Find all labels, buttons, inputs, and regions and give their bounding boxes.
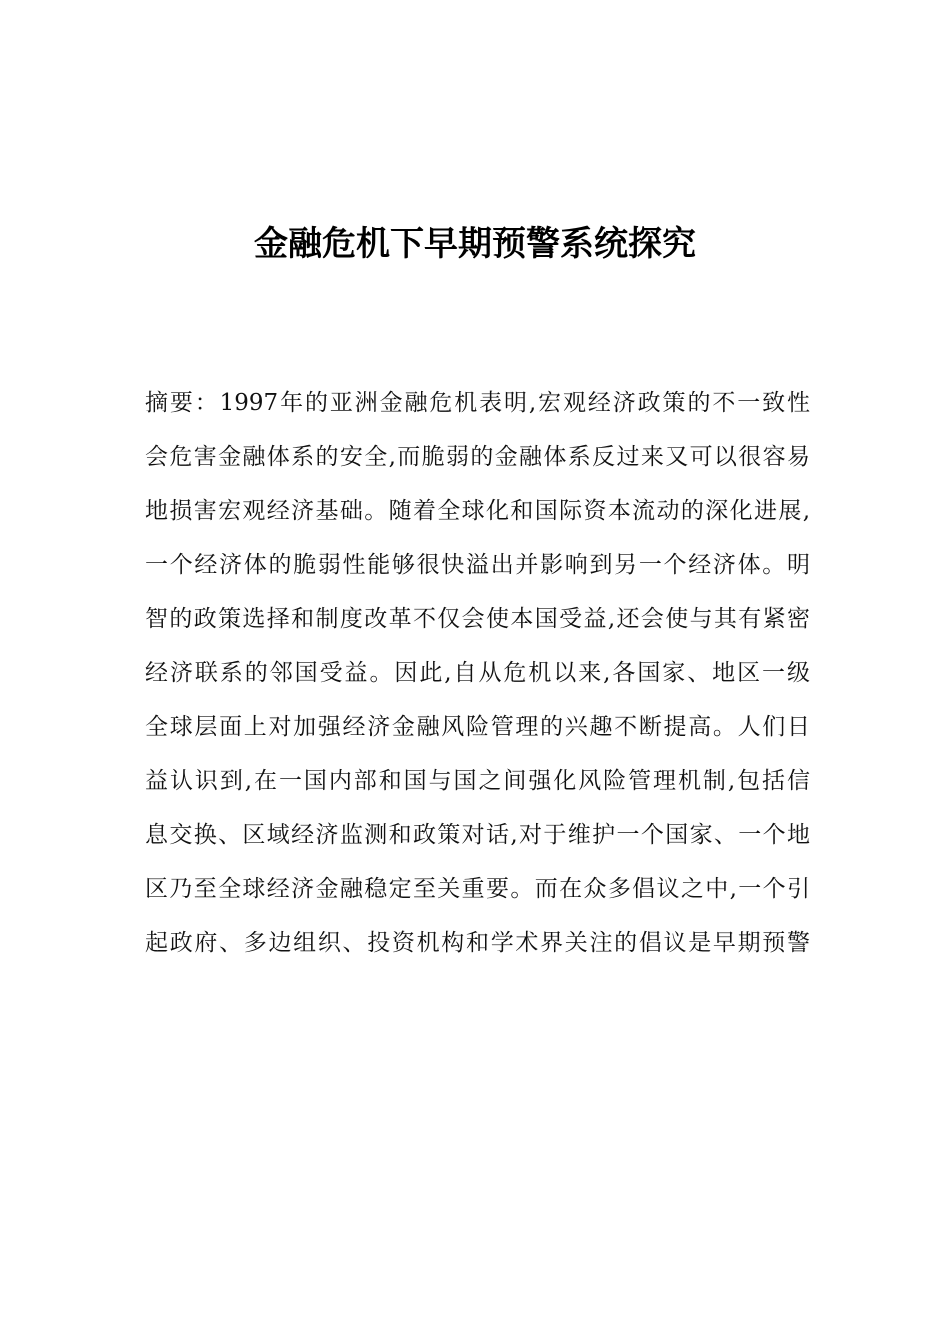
document-title: 金融危机下早期预警系统探究	[254, 224, 696, 264]
text-line: 地损害宏观经济基础。随着全球化和国际资本流动的深化进展,	[145, 498, 810, 524]
text-line: 经济联系的邻国受益。因此,自从危机以来,各国家、地区一级	[145, 660, 810, 686]
text-line: 一个经济体的脆弱性能够很快溢出并影响到另一个经济体。明	[145, 552, 810, 578]
text-line: 益认识到,在一国内部和国与国之间强化风险管理机制,包括信	[145, 768, 810, 794]
text-line: 智的政策选择和制度改革不仅会使本国受益,还会使与其有紧密	[145, 606, 810, 632]
abstract-paragraph	[145, 380, 810, 974]
text-line: 摘要：1997年的亚洲金融危机表明,宏观经济政策的不一致性	[145, 390, 810, 416]
text-line: 息交换、区域经济监测和政策对话,对于维护一个国家、一个地	[145, 822, 810, 848]
text-line: 起政府、多边组织、投资机构和学术界关注的倡议是早期预警	[145, 930, 810, 956]
text-line: 全球层面上对加强经济金融风险管理的兴趣不断提高。人们日	[145, 714, 810, 740]
text-line: 会危害金融体系的安全,而脆弱的金融体系反过来又可以很容易	[145, 444, 810, 470]
text-line: 区乃至全球经济金融稳定至关重要。而在众多倡议之中,一个引	[145, 876, 810, 902]
